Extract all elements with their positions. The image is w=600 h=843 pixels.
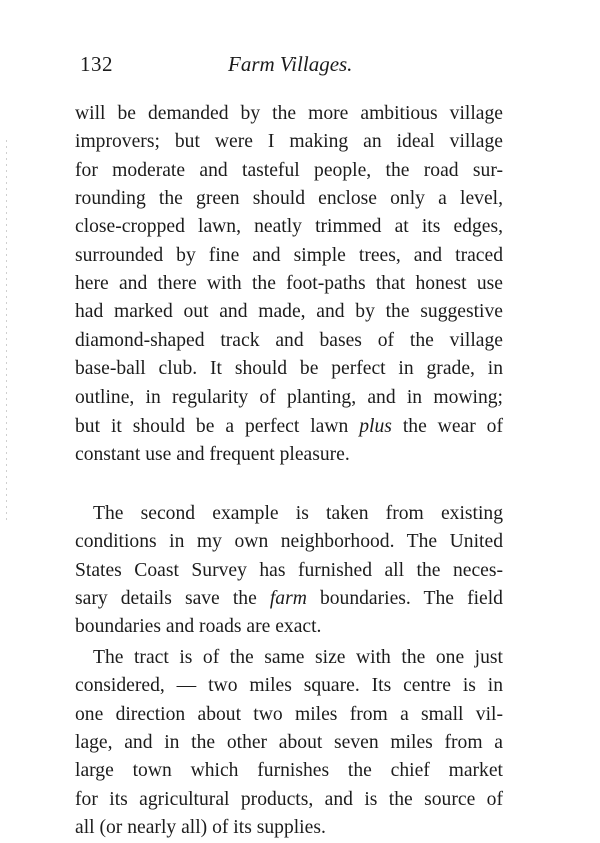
page-header [80, 52, 500, 82]
text-line: base-ball club. It should be perfect in grade, in [75, 358, 503, 379]
text-span: boundaries. The field [306, 588, 503, 609]
text-line [75, 413, 503, 441]
text-line: will be demanded by the more ambitious village [75, 103, 503, 124]
text-line: one direction about two miles from a small vil- [75, 704, 503, 725]
text-span: the wear of [391, 416, 503, 437]
text-span: but it should be a perfect lawn [75, 416, 360, 437]
text-line: surrounded by fine and simple trees, and traced [75, 245, 503, 266]
text-line: improvers; but were I making an ideal village [75, 131, 503, 152]
text-line: had marked out and made, and by the suggestive [75, 301, 503, 322]
italic-word: plus [359, 416, 392, 437]
text-line: all (or nearly all) of its supplies. [75, 817, 326, 838]
text-line: for its agricultural products, and is the source of [75, 789, 503, 810]
text-line: here and there with the foot-paths that honest use [75, 273, 503, 294]
text-line: outline, in regularity of planting, and in mowing; [75, 387, 503, 408]
text-line: constant use and frequent pleasure. [75, 444, 350, 465]
text-line [75, 585, 503, 613]
text-line: considered, — two miles square. Its centre is in [75, 675, 503, 696]
page-number: 132 [80, 52, 113, 76]
text-line: boundaries and roads are exact. [75, 616, 322, 637]
text-line: lage, and in the other about seven miles from a [75, 732, 503, 753]
text-line: diamond-shaped track and bases of the village [75, 330, 503, 351]
text-line: The tract is of the same size with the one just [93, 647, 503, 668]
text-line: rounding the green should enclose only a level, [75, 188, 503, 209]
text-line: conditions in my own neighborhood. The United [75, 531, 503, 552]
text-span: sary details save the [75, 588, 270, 609]
text-line: large town which furnishes the chief market [75, 760, 503, 781]
text-line: The second example is taken from existing [93, 503, 503, 524]
text-line: States Coast Survey has furnished all the neces- [75, 560, 503, 581]
text-line: close-cropped lawn, neatly trimmed at its edges, [75, 216, 503, 237]
margin-dots [6, 140, 7, 520]
running-title: Farm Villages. [228, 52, 353, 76]
text-line: for moderate and tasteful people, the road sur- [75, 160, 503, 181]
italic-word: farm [269, 588, 307, 609]
